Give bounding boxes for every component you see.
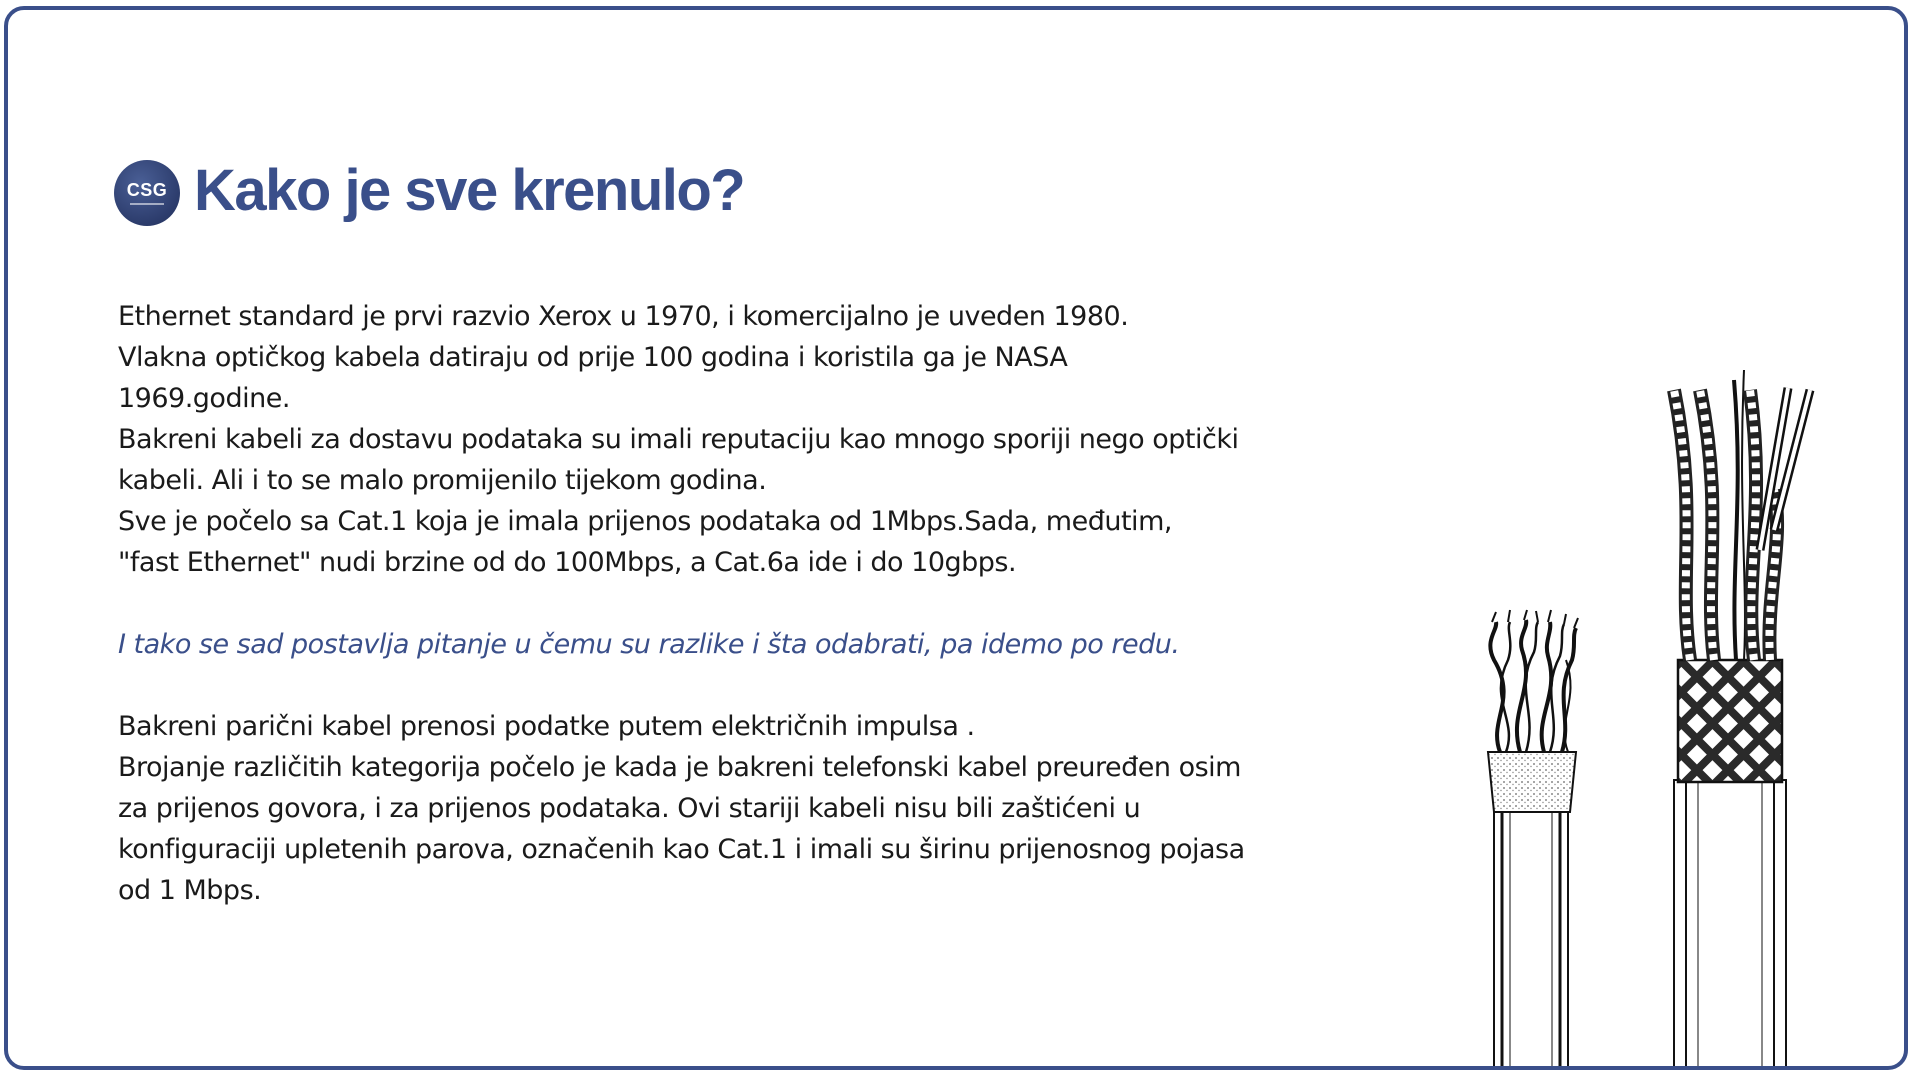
text-line: Vlakna optičkog kabela datiraju od prije 100 godina i koristila ga je NASA (118, 342, 1068, 373)
small-cable (1488, 610, 1578, 1070)
text-line: "fast Ethernet" nudi brzine od do 100Mbps, a Cat.6a ide i do 10gbps. (118, 547, 1017, 578)
text-line: od 1 Mbps. (118, 875, 262, 906)
text-line: Bakreni parični kabel prenosi podatke putem električnih impulsa . (118, 711, 975, 742)
spacer (118, 665, 1298, 706)
logo-underline (130, 203, 164, 205)
text-line: kabeli. Ali i to se malo promijenilo tijekom godina. (118, 465, 767, 496)
page-title: Kako je sve krenulo? (194, 158, 745, 223)
highlight-text: I tako se sad postavlja pitanje u čemu su razlike i šta odabrati, pa idemo po redu. (118, 629, 1180, 660)
text-line: 1969.godine. (118, 383, 290, 414)
body-text (118, 296, 1298, 911)
logo-text: CSG (126, 180, 168, 200)
large-cable (1674, 370, 1810, 1070)
text-line: za prijenos govora, i za prijenos podataka. Ovi stariji kabeli nisu bili zaštićeni u (118, 793, 1141, 824)
spacer (118, 583, 1298, 624)
cable-illustration (1448, 360, 1868, 1070)
text-line: Bakreni kabeli za dostavu podataka su imali reputaciju kao mnogo sporiji nego optički (118, 424, 1239, 455)
text-line: Brojanje različitih kategorija počelo je kada je bakreni telefonski kabel preuređen osim (118, 752, 1241, 783)
text-line: Ethernet standard je prvi razvio Xerox u 1970, i komercijalno je uveden 1980. (118, 301, 1129, 332)
slide-frame (4, 6, 1908, 1070)
csg-logo (114, 160, 180, 226)
text-line: Sve je počelo sa Cat.1 koja je imala prijenos podataka od 1Mbps.Sada, međutim, (118, 506, 1172, 537)
text-line: konfiguraciji upletenih parova, označenih kao Cat.1 i imali su širinu prijenosnog pojasa (118, 834, 1245, 865)
